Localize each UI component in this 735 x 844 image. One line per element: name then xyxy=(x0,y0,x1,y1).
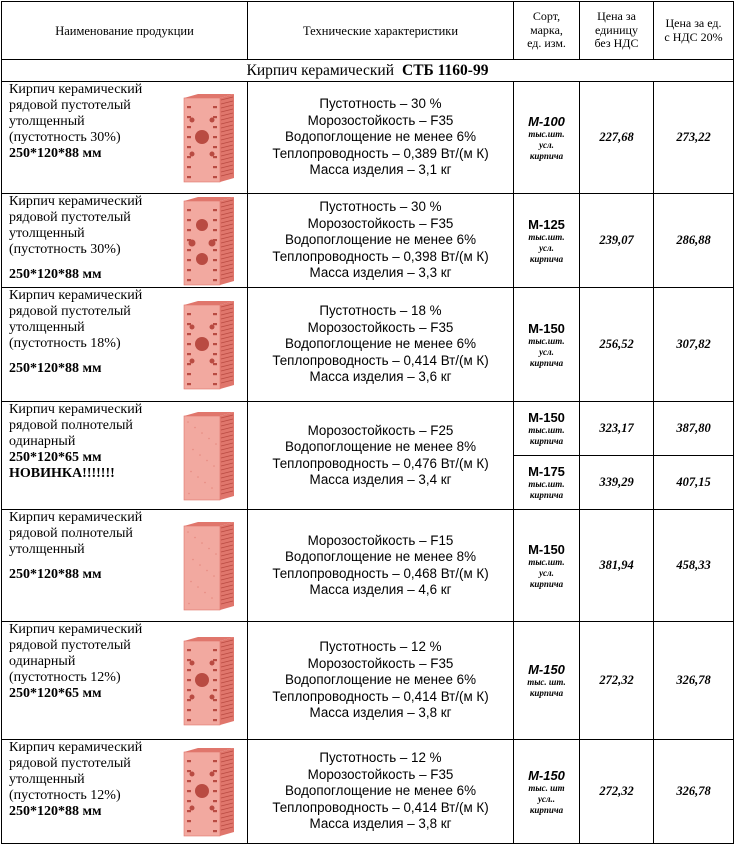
grade-cell xyxy=(514,622,580,740)
spec-line: Теплопроводность – 0,414 Вт/(м К) xyxy=(272,352,489,368)
product-name-line: Кирпич керамический xyxy=(9,288,143,303)
price-vat-cell: 458,33 xyxy=(654,510,734,622)
product-name-line: рядовой пустотелый xyxy=(9,98,131,113)
grade-mark: М-175 xyxy=(528,464,565,479)
product-name-line: утолщенный xyxy=(9,320,85,335)
product-name xyxy=(2,288,172,402)
unit-line: тыс.шт. xyxy=(528,479,565,489)
spec-line: Пустотность – 12 % xyxy=(319,639,442,655)
spec-line: Теплопроводность – 0,414 Вт/(м К) xyxy=(272,799,489,815)
product-name-line: рядовой пустотелый xyxy=(9,638,131,653)
product-name xyxy=(2,740,172,844)
product-name-line: (пустотность 30%) xyxy=(9,242,121,257)
spec-line: Морозостойкость – F35 xyxy=(307,215,454,231)
unit-line: усл. xyxy=(539,139,554,150)
spec-line: Морозостойкость – F35 xyxy=(307,655,454,671)
grade-mark: М-150 xyxy=(528,541,565,557)
product-size: 250*120*65 мм xyxy=(9,686,102,701)
product-name-line: рядовой пустотелый xyxy=(9,210,131,225)
product-name-line: утолщенный xyxy=(9,542,85,557)
unit-line: тыс.шт. xyxy=(528,425,565,435)
product-image-cell xyxy=(172,402,248,510)
spec-line: Водопоглощение не менее 6% xyxy=(285,129,476,145)
spec-line: Морозостойкость – F35 xyxy=(307,766,454,782)
product-name xyxy=(2,82,172,194)
spec-line: Водопоглощение не менее 8% xyxy=(285,549,476,565)
brick-image xyxy=(180,746,238,838)
price-cell: 239,07 xyxy=(580,194,654,288)
spec-line: Масса изделия – 3,4 кг xyxy=(309,471,452,487)
product-name-line: рядовой пустотелый xyxy=(9,304,131,319)
header-specs: Технические характеристики xyxy=(248,2,514,60)
product-row xyxy=(2,82,734,194)
grade-cell xyxy=(514,402,580,456)
price-cell: 381,94 xyxy=(580,510,654,622)
grade-cell xyxy=(514,194,580,288)
price-cell: 272,32 xyxy=(580,622,654,740)
header-grade xyxy=(514,2,580,60)
spec-line: Пустотность – 30 % xyxy=(319,199,442,215)
spec-line: Морозостойкость – F25 xyxy=(307,422,454,438)
unit-line: кирпича xyxy=(529,578,564,589)
unit-line: кирпича xyxy=(529,253,564,264)
spec-line: Пустотность – 30 % xyxy=(319,96,442,112)
header-price-vat xyxy=(654,2,734,60)
product-size: 250*120*88 мм xyxy=(9,146,102,161)
product-name-line: рядовой пустотелый xyxy=(9,756,131,771)
spec-line: Масса изделия – 3,3 кг xyxy=(309,265,452,281)
grade-cell xyxy=(514,82,580,194)
novelty-badge: НОВИНКА!!!!!!! xyxy=(9,466,115,481)
spec-line: Водопоглощение не менее 6% xyxy=(285,783,476,799)
spec-line: Морозостойкость – F35 xyxy=(307,319,454,335)
product-name-line: утолщенный xyxy=(9,226,85,241)
product-name-line: Кирпич керамический xyxy=(9,402,143,417)
grade-mark: М-100 xyxy=(528,113,565,129)
product-size: 250*120*88 мм xyxy=(9,361,102,376)
spec-line: Теплопроводность – 0,468 Вт/(м К) xyxy=(272,565,489,581)
price-cell: 227,68 xyxy=(580,82,654,194)
unit-line: кирпича xyxy=(529,688,564,698)
product-size: 250*120*88 мм xyxy=(9,804,102,819)
product-name-line: (пустотность 30%) xyxy=(9,130,121,145)
spec-line: Теплопроводность – 0,398 Вт/(м К) xyxy=(272,248,489,264)
unit-line: кирпича xyxy=(529,490,564,500)
spec-line: Масса изделия – 3,6 кг xyxy=(309,369,452,385)
product-name xyxy=(2,510,172,622)
header-vat-line: с НДС 20% xyxy=(664,29,723,44)
spec-line: Пустотность – 12 % xyxy=(319,750,442,766)
section-standard: СТБ 1160-99 xyxy=(402,61,489,79)
product-specs xyxy=(248,288,514,402)
product-specs xyxy=(248,402,514,510)
product-name-line: (пустотность 12%) xyxy=(9,788,121,803)
spec-line: Теплопроводность – 0,414 Вт/(м К) xyxy=(272,688,489,704)
product-row xyxy=(2,622,734,740)
spec-line: Водопоглощение не менее 6% xyxy=(285,672,476,688)
unit-line: кирпича xyxy=(529,357,564,368)
product-image-cell xyxy=(172,288,248,402)
product-name-line: Кирпич керамический xyxy=(9,194,143,209)
section-row xyxy=(2,60,734,82)
price-vat-cell: 326,78 xyxy=(654,740,734,844)
brick-image xyxy=(180,92,238,184)
product-image-cell xyxy=(172,622,248,740)
spec-line: Масса изделия – 4,6 кг xyxy=(309,581,452,597)
header-price-line: единицу xyxy=(595,22,638,37)
header-grade-line: Сорт, xyxy=(532,9,561,24)
product-size: 250*120*88 мм xyxy=(9,567,102,582)
spec-line: Масса изделия – 3,8 кг xyxy=(309,705,452,721)
price-vat-cell: 387,80 xyxy=(654,402,734,456)
header-grade-line: ед. изм. xyxy=(527,36,566,51)
spec-line: Теплопроводность – 0,476 Вт/(м К) xyxy=(272,455,489,471)
spec-line: Водопоглощение не менее 6% xyxy=(285,336,476,352)
product-specs xyxy=(248,82,514,194)
product-name-line: Кирпич керамический xyxy=(9,510,143,525)
product-name-line: рядовой полнотелый xyxy=(9,526,133,541)
price-vat-cell: 326,78 xyxy=(654,622,734,740)
price-cell: 272,32 xyxy=(580,740,654,844)
product-image-cell xyxy=(172,510,248,622)
product-row xyxy=(2,288,734,402)
product-name-line: (пустотность 18%) xyxy=(9,336,121,351)
price-cell: 256,52 xyxy=(580,288,654,402)
price-vat-cell: 286,88 xyxy=(654,194,734,288)
grade-mark: М-150 xyxy=(528,320,565,336)
spec-line: Морозостойкость – F15 xyxy=(307,532,454,548)
unit-line: кирпича xyxy=(529,804,564,815)
product-row xyxy=(2,194,734,288)
product-name-line: одинарный xyxy=(9,654,76,669)
price-list-table xyxy=(1,1,734,844)
unit-line: тыс.шт. xyxy=(528,335,565,346)
product-specs xyxy=(248,740,514,844)
product-image-cell xyxy=(172,740,248,844)
grade-cell xyxy=(514,456,580,510)
product-specs xyxy=(248,510,514,622)
product-name xyxy=(2,402,172,510)
spec-line: Водопоглощение не менее 8% xyxy=(285,439,476,455)
unit-line: усл. xyxy=(539,567,554,578)
unit-line: тыс.шт. xyxy=(528,556,565,567)
grade-mark: М-150 xyxy=(528,767,565,783)
unit-line: тыс. шт. xyxy=(527,677,566,687)
header-grade-line: марка, xyxy=(530,22,563,37)
price-cell: 323,17 xyxy=(580,402,654,456)
product-size: 250*120*88 мм xyxy=(9,267,102,282)
brick-image xyxy=(180,410,238,502)
product-size: 250*120*65 мм xyxy=(9,450,102,465)
header-price xyxy=(580,2,654,60)
spec-line: Теплопроводность – 0,389 Вт/(м К) xyxy=(272,145,489,161)
price-cell: 339,29 xyxy=(580,456,654,510)
brick-image xyxy=(180,635,238,727)
brick-image xyxy=(180,520,238,612)
product-row xyxy=(2,740,734,844)
section-title xyxy=(2,60,734,82)
product-rows xyxy=(2,82,734,844)
header-price-line: Цена за xyxy=(597,9,636,24)
spec-line: Масса изделия – 3,8 кг xyxy=(309,816,452,832)
grade-cell xyxy=(514,288,580,402)
product-name xyxy=(2,622,172,740)
header-vat-line: Цена за ед. xyxy=(665,16,722,31)
brick-image xyxy=(180,195,238,287)
unit-line: тыс.шт. xyxy=(528,128,565,139)
product-image-cell xyxy=(172,194,248,288)
product-name xyxy=(2,194,172,288)
unit-line: кирпича xyxy=(529,150,564,161)
spec-line: Масса изделия – 3,1 кг xyxy=(309,162,452,178)
spec-line: Водопоглощение не менее 6% xyxy=(285,232,476,248)
grade-mark: М-150 xyxy=(528,662,565,677)
grade-cell xyxy=(514,740,580,844)
product-image-cell xyxy=(172,82,248,194)
product-name-line: Кирпич керамический xyxy=(9,82,143,97)
product-specs xyxy=(248,622,514,740)
unit-line: тыс. шт xyxy=(528,782,565,793)
product-name-line: Кирпич керамический xyxy=(9,622,143,637)
header-product-name: Наименование продукции xyxy=(2,2,248,60)
product-row xyxy=(2,402,734,456)
product-name-line: утолщенный xyxy=(9,114,85,129)
grade-cell xyxy=(514,510,580,622)
header-price-line: без НДС xyxy=(594,36,639,51)
product-name-line: Кирпич керамический xyxy=(9,740,143,755)
price-vat-cell: 307,82 xyxy=(654,288,734,402)
section-title-text: Кирпич керамический xyxy=(246,61,394,79)
spec-line: Пустотность – 18 % xyxy=(319,303,442,319)
product-name-line: рядовой полнотелый xyxy=(9,418,133,433)
unit-line: тыс.шт. xyxy=(528,231,565,242)
price-vat-cell: 407,15 xyxy=(654,456,734,510)
brick-image xyxy=(180,299,238,391)
grade-mark: М-125 xyxy=(528,216,565,232)
unit-line: кирпича xyxy=(529,436,564,446)
unit-line: усл. xyxy=(539,346,554,357)
product-specs xyxy=(248,194,514,288)
unit-line: усл.. xyxy=(537,793,556,804)
product-name-line: (пустотность 12%) xyxy=(9,670,121,685)
unit-line: усл. xyxy=(539,242,554,253)
product-name-line: одинарный xyxy=(9,434,76,449)
spec-line: Морозостойкость – F35 xyxy=(307,112,454,128)
price-vat-cell: 273,22 xyxy=(654,82,734,194)
product-name-line: утолщенный xyxy=(9,772,85,787)
header-row xyxy=(2,2,734,60)
product-row xyxy=(2,510,734,622)
grade-mark: М-150 xyxy=(528,410,565,425)
